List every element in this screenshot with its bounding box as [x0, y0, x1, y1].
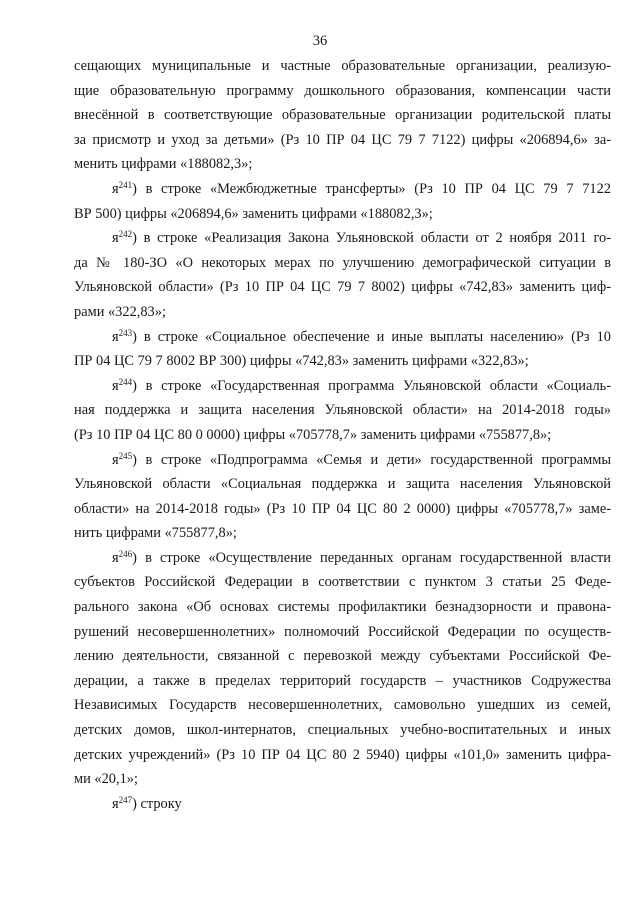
line-text: (Рз 10 ПР 04 ЦС 80 0 0000) цифры «705778,7» заменить цифрами «755877,8»; — [74, 426, 552, 443]
text-line — [74, 152, 611, 177]
text-line — [74, 570, 611, 595]
line-text: внесённой в соответствующие образовательные организации родительской платы — [74, 107, 611, 124]
item-marker: я — [112, 328, 119, 345]
item-marker: я — [112, 230, 119, 247]
page-number: 36 — [312, 33, 328, 49]
line-text: лению деятельности, связанной с перевозкой между субъектами Российской Фе- — [74, 648, 611, 665]
text-line — [74, 620, 611, 645]
text-line — [74, 767, 611, 792]
line-text: ная поддержка и защита населения Ульяновской области» на 2014-2018 годы» — [74, 402, 611, 419]
line-text: да № 180-ЗО «О некоторых мерах по улучшению демографической ситуации в — [74, 254, 611, 271]
text-line — [74, 644, 611, 669]
item-superscript: 243 — [118, 327, 133, 338]
text-line — [74, 275, 611, 300]
item-marker: я — [112, 377, 119, 394]
text-line — [74, 423, 611, 448]
item-marker: я — [112, 795, 119, 812]
line-text: субъектов Российской Федерации в соответствии с пунктом 3 статьи 25 Феде- — [74, 574, 611, 591]
line-text: ) в строке «Осуществление переданных органам государственной власти — [132, 549, 611, 566]
text-line — [74, 128, 611, 153]
text-line — [74, 251, 611, 276]
line-text: ) в строке «Реализация Закона Ульяновской области от 2 ноября 2011 го- — [132, 230, 611, 247]
text-line — [74, 472, 611, 497]
line-text: щие образовательную программу дошкольного образования, компенсации части — [74, 82, 611, 99]
text-line — [74, 669, 611, 694]
list-item-line — [74, 792, 611, 817]
line-text: рами «322,83»; — [74, 303, 166, 320]
line-text: ВР 500) цифры «206894,6» заменить цифрами «188082,3»; — [74, 205, 433, 222]
line-text: рального закона «Об основах системы профилактики безнадзорности и правона- — [74, 599, 611, 616]
text-line — [74, 595, 611, 620]
line-text: ПР 04 ЦС 79 7 8002 ВР 300) цифры «742,83» заменить цифрами «322,83»; — [74, 353, 529, 370]
list-item-line — [74, 177, 611, 202]
text-line — [74, 497, 611, 522]
line-text: детских учреждений» (Рз 10 ПР 04 ЦС 80 2 5940) цифры «101,0» заменить цифра- — [74, 746, 611, 763]
line-text: рушений несовершеннолетних» полномочий Российской Федерации по осуществ- — [74, 623, 611, 640]
line-text: дерации, а также в пределах территорий государств – участников Содружества — [74, 672, 611, 689]
text-line — [74, 300, 611, 325]
line-text: Ульяновской области «Социальная поддержка и защита населения Ульяновской — [74, 476, 611, 493]
list-item-line — [74, 546, 611, 571]
text-line — [74, 349, 611, 374]
item-superscript: 247 — [118, 794, 133, 805]
text-line — [74, 202, 611, 227]
line-text: ) в строке «Межбюджетные трансферты» (Рз 10 ПР 04 ЦС 79 7 7122 — [132, 180, 611, 197]
line-text: ) строку — [132, 795, 182, 812]
item-marker: я — [112, 180, 119, 197]
line-text: за присмотр и уход за детьми» (Рз 10 ПР 04 ЦС 79 7 7122) цифры «206894,6» за- — [74, 131, 611, 148]
text-line — [74, 743, 611, 768]
body-text — [74, 54, 611, 816]
text-line — [74, 54, 611, 79]
list-item-line — [74, 448, 611, 473]
item-superscript: 241 — [118, 179, 133, 190]
line-text: Ульяновской области» (Рз 10 ПР 04 ЦС 79 7 8002) цифры «742,83» заменить циф- — [74, 279, 611, 296]
list-item-line — [74, 325, 611, 350]
line-text: менить цифрами «188082,3»; — [74, 156, 253, 173]
line-text: ) в строке «Государственная программа Ульяновской области «Социаль- — [132, 377, 611, 394]
text-line — [74, 79, 611, 104]
text-line — [74, 718, 611, 743]
text-line — [74, 521, 611, 546]
line-text: нить цифрами «755877,8»; — [74, 525, 237, 542]
text-line — [74, 103, 611, 128]
line-text: области» на 2014-2018 годы» (Рз 10 ПР 04 ЦС 80 2 0000) цифры «705778,7» заме- — [74, 500, 611, 517]
line-text: ми «20,1»; — [74, 771, 138, 788]
line-text: детских домов, школ-интернатов, специальных учебно-воспитательных и иных — [74, 722, 611, 739]
item-superscript: 245 — [118, 450, 133, 461]
item-superscript: 244 — [118, 376, 133, 387]
item-superscript: 242 — [118, 229, 133, 240]
line-text: сещающих муниципальные и частные образовательные организации, реализую- — [74, 58, 611, 74]
text-line — [74, 693, 611, 718]
list-item-line — [74, 226, 611, 251]
line-text: ) в строке «Социальное обеспечение и иные выплаты населению» (Рз 10 — [132, 328, 611, 345]
item-marker: я — [112, 549, 119, 566]
item-marker: я — [112, 451, 119, 468]
text-line — [74, 398, 611, 423]
item-superscript: 246 — [118, 548, 133, 559]
list-item-line — [74, 374, 611, 399]
line-text: ) в строке «Подпрограмма «Семья и дети» государственной программы — [132, 451, 611, 468]
line-text: Независимых Государств несовершеннолетних, самовольно ушедших из семей, — [74, 697, 611, 714]
